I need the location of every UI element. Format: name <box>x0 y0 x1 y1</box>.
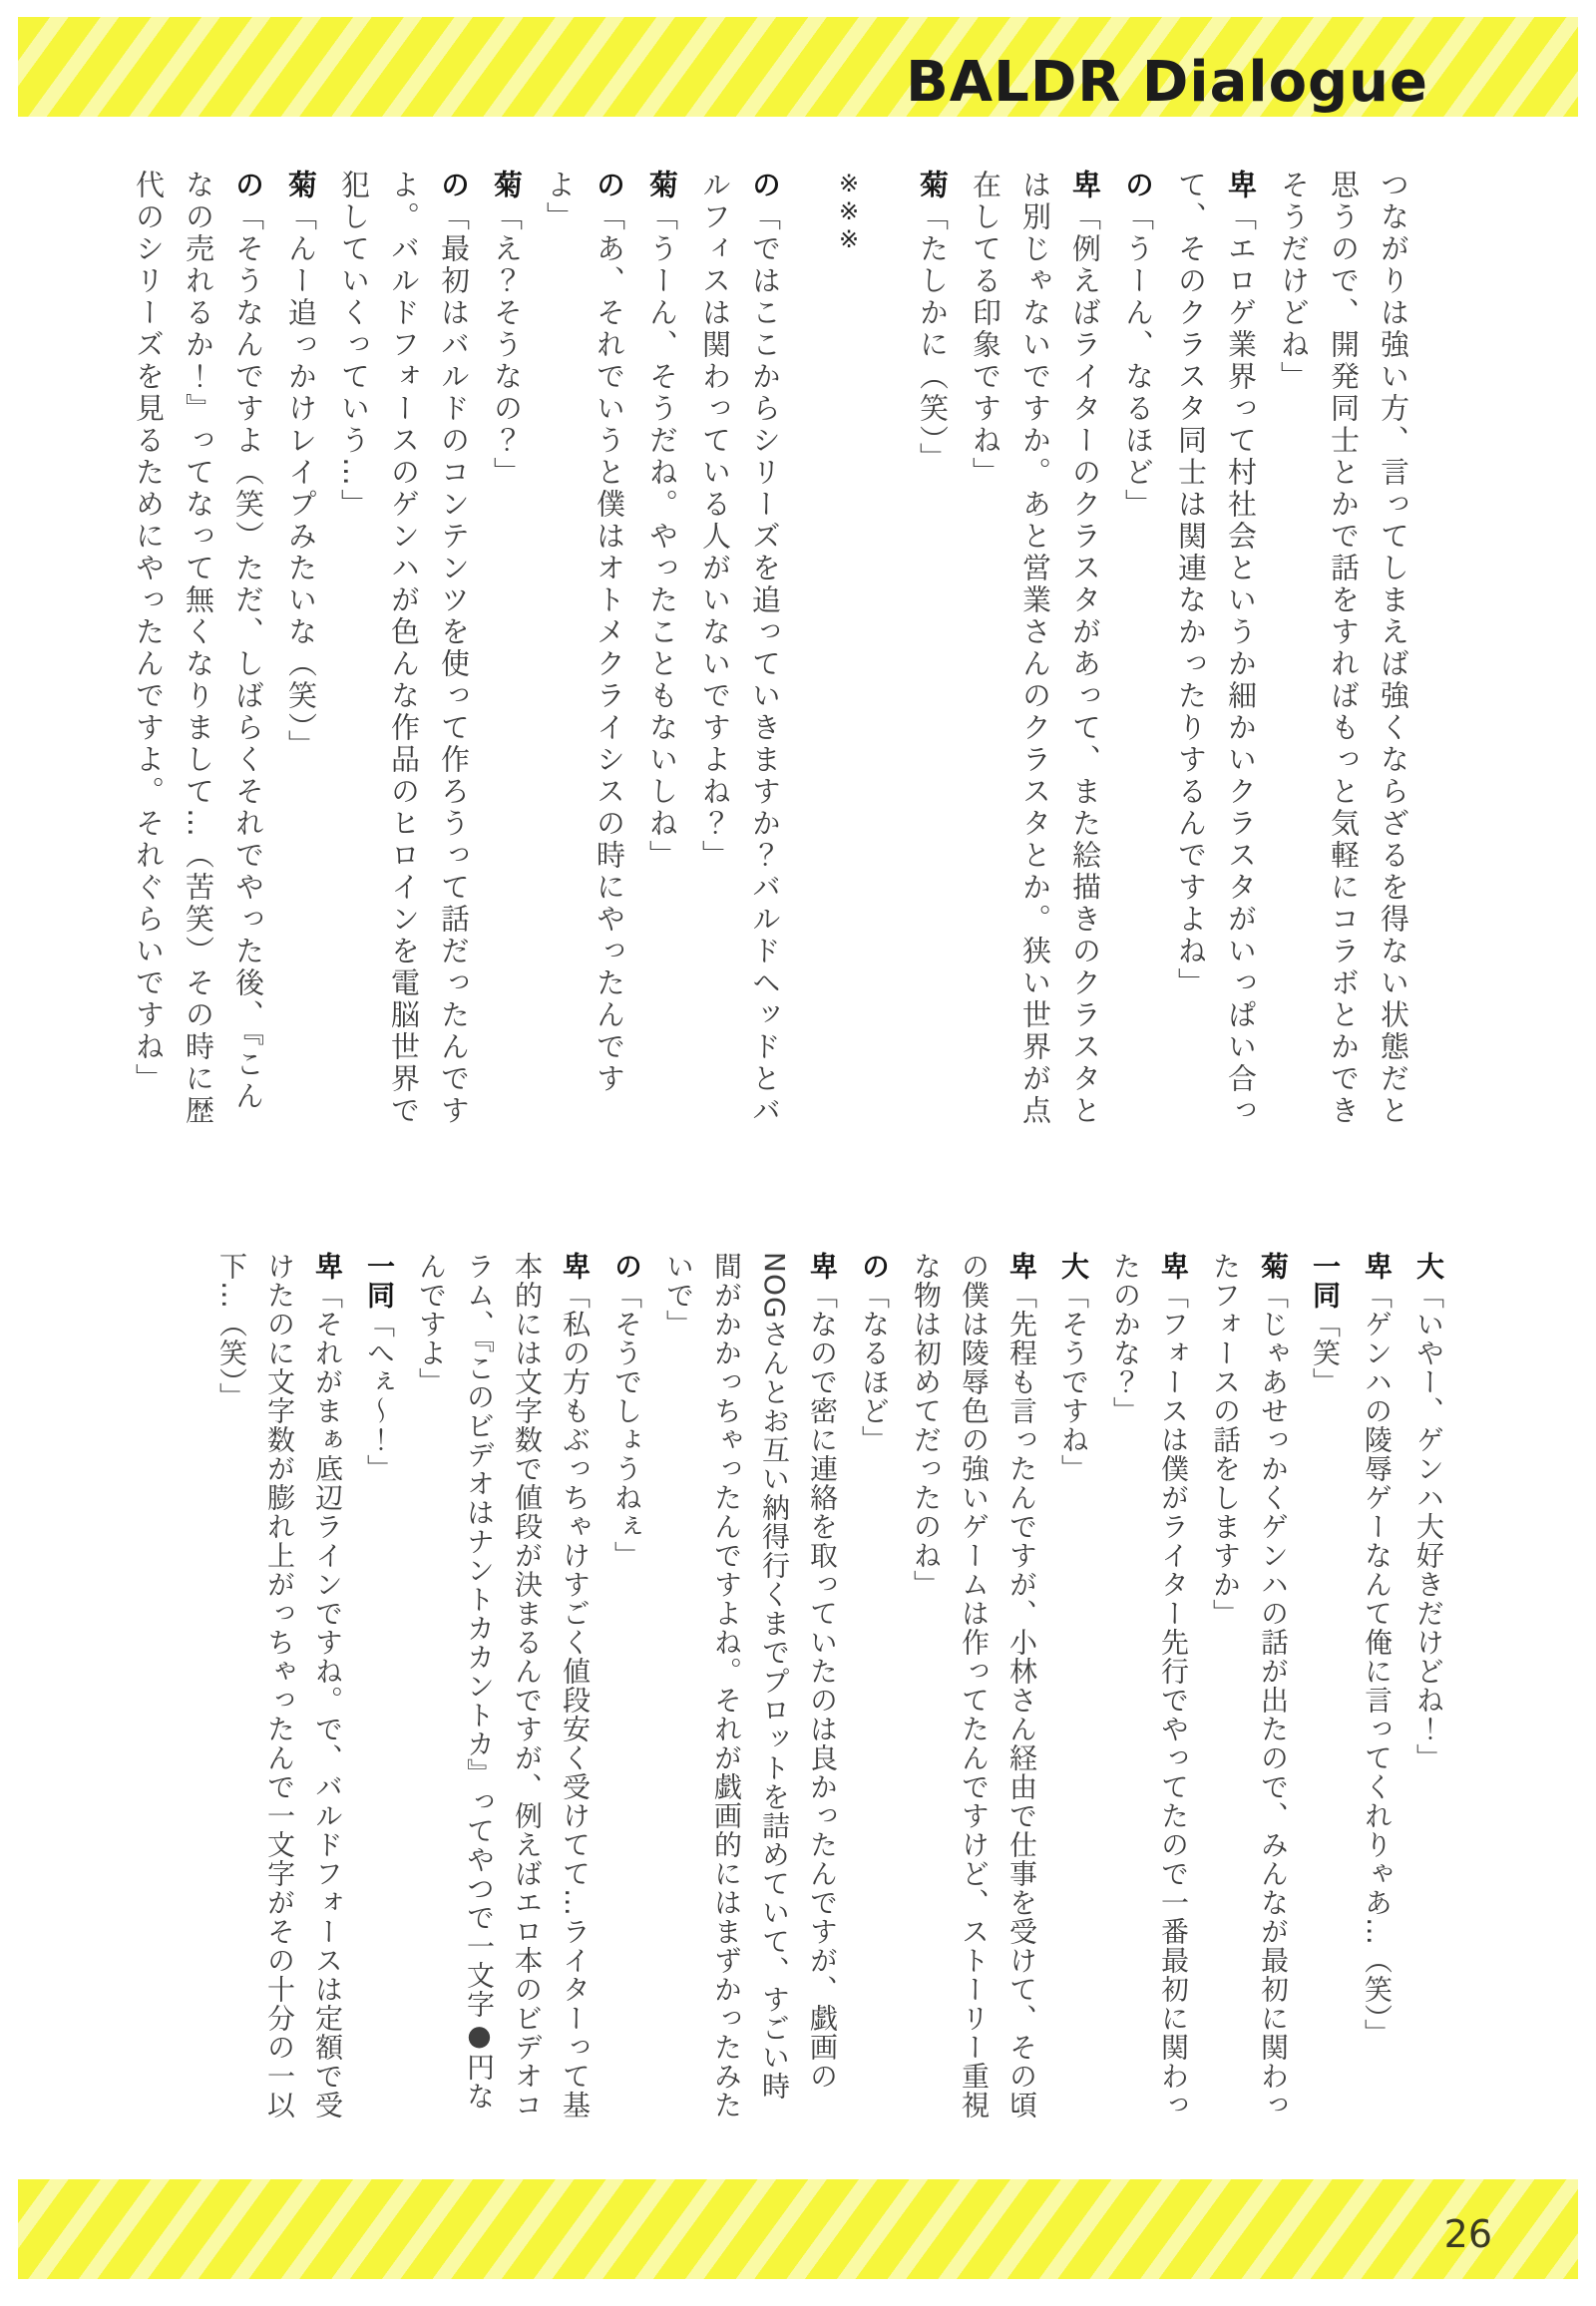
speaker-label: 菊 <box>916 170 950 201</box>
dialogue-top-block <box>121 170 1421 1137</box>
turn-text: 「あ、それでいうと僕はオトメクライシスの時にやったんですよ」 <box>543 170 626 1095</box>
dialogue-bottom-block <box>203 1252 1456 2124</box>
turn-text: 「なので密に連絡を取っていたのは良かったんですが、戯画のNOGさんとお互い納得行くまでプロットを詰めていて、すごい時間がかかっちゃったんですよね。それが戯画的にはまずかったみたいで」 <box>662 1252 839 2119</box>
dialogue-turn <box>961 170 1110 1137</box>
dialogue-turn <box>1101 1252 1197 2124</box>
turn-text: 「そうなんですよ（笑）ただ、しばらくそれでやった後、『こんなの売れるか！』ってなって無くなりまして…（苦笑）その時に歴代のシリーズを見るためにやったんですよ。それぐらいですね」 <box>132 170 265 1127</box>
dialogue-turn <box>407 1252 598 2124</box>
speaker-label: 一同 <box>1309 1252 1342 1310</box>
turn-text: 「じゃあせっかくゲンハの話が出たので、みんなが最初に関わったフォースの話をしますか」 <box>1209 1252 1290 2119</box>
turn-text: 「ゲンハの陵辱ゲーなんて俺に言ってくれりゃあ…（笑）」 <box>1361 1281 1394 2048</box>
turn-text: 「エロゲ業界って村社会というか細かいクラスタがいっぱい合って、そのクラスタ同士は関連なかったりするんですよね」 <box>1174 170 1258 1127</box>
turn-text: 「うーん、なるほど」 <box>1121 201 1155 521</box>
turn-text: 「うーん、そうだね。やったこともないしね」 <box>645 201 679 872</box>
dialogue-turn <box>654 1252 846 2124</box>
speaker-label: 大 <box>1412 1252 1445 1281</box>
dialogue-turn <box>1353 1252 1400 2124</box>
dialogue-turn <box>690 170 790 1137</box>
speaker-label: の <box>231 170 265 201</box>
turn-text: 「え？そうなの？」 <box>490 201 524 489</box>
turn-text: 「私の方もぶっちゃけすごく値段安く受けてて…ライターって基本的には文字数で値段が決まるんですが、例えばエロ本のビデオコラム、『このビデオはナントカカントカ』ってやつで一文字●円なんですよ」 <box>415 1252 592 2119</box>
speaker-label: 菊 <box>645 170 679 201</box>
dialogue-turn <box>276 170 326 1137</box>
speaker-label: の <box>610 1252 643 1281</box>
speaker-label: の <box>593 170 626 201</box>
dialogue-turn <box>329 170 479 1137</box>
dialogue-turn <box>902 1252 1045 2124</box>
turn-text: 「笑」 <box>1309 1310 1342 1396</box>
dialogue-turn <box>1113 170 1163 1137</box>
dialogue-turn <box>482 170 532 1137</box>
speaker-label: 卑 <box>1005 1252 1038 1281</box>
speaker-label: 卑 <box>1361 1252 1394 1281</box>
dialogue-turn <box>1301 1252 1349 2124</box>
dialogue-turn <box>1404 1252 1452 2124</box>
dialogue-turn <box>207 1252 351 2124</box>
dialogue-turn <box>908 170 958 1137</box>
turn-text: 「例えばライターのクラスタがあって、また絵描きのクラスタとは別じゃないですか。あと営業さんのクラスタとか。狭い世界が点在してる印象ですね」 <box>969 170 1102 1127</box>
turn-text: 「へぇ〜！」 <box>363 1310 396 1483</box>
turn-text: 「ではここからシリーズを追っていきますか？バルドヘッドとバルフィスは関わっている人がいないですよね？」 <box>698 170 782 1127</box>
dialogue-turn <box>1166 170 1266 1137</box>
speaker-label: 卑 <box>806 1252 839 1281</box>
speaker-label: 卑 <box>1068 170 1102 201</box>
speaker-label: 卑 <box>1224 170 1258 201</box>
page-number: 26 <box>1443 2212 1492 2256</box>
turn-text: 「そうでしょうねぇ」 <box>610 1281 643 1570</box>
footer-stripe-band <box>18 2179 1578 2279</box>
page-title: BALDR Dialogue <box>906 50 1428 115</box>
speaker-label: の <box>437 170 471 201</box>
dialogue-turn <box>850 1252 898 2124</box>
dialogue-turn <box>1049 1252 1097 2124</box>
dialogue-turn <box>602 1252 650 2124</box>
turn-text: 「それがまぁ底辺ラインですね。で、バルドフォースは定額で受けたのに文字数が膨れ上がっちゃったんで一文字がその十分の一以下…（笑）」 <box>215 1252 344 2119</box>
speaker-label: 菊 <box>490 170 524 201</box>
dialogue-turn <box>535 170 634 1137</box>
dialogue-turn <box>355 1252 403 2124</box>
speaker-label: 卑 <box>559 1252 592 1281</box>
section-divider: ※※※ <box>835 170 863 253</box>
turn-text: 「たしかに（笑）」 <box>916 201 950 475</box>
speaker-label: の <box>748 170 782 201</box>
turn-text: 「いやー、ゲンハ大好きだけどね！」 <box>1412 1281 1445 1772</box>
speaker-label: の <box>1121 170 1155 201</box>
dialogue-turn <box>1269 170 1418 1137</box>
turn-text: 「最初はバルドのコンテンツを使って作ろうって話だったんですよ。バルドフォースのゲンハが色んな作品のヒロインを電脳世界で犯していくっていう…」 <box>337 170 471 1127</box>
turn-text: 「そうですね」 <box>1057 1281 1090 1483</box>
speaker-label: の <box>858 1252 891 1281</box>
header-stripe-band <box>18 17 1578 117</box>
dialogue-turn <box>637 170 687 1137</box>
turn-text: 「んー追っかけレイプみたいな（笑）」 <box>284 201 318 762</box>
dialogue-turn <box>124 170 273 1137</box>
speaker-label: 菊 <box>1257 1252 1290 1281</box>
turn-text: 「先程も言ったんですが、小林さん経由で仕事を受けて、その頃の僕は陵辱色の強いゲームは作ってたんですけど、ストーリー重視な物は初めてだったのね」 <box>910 1252 1038 2119</box>
turn-text: 「なるほど」 <box>858 1281 891 1454</box>
dialogue-turn <box>1201 1252 1297 2124</box>
speaker-label: 卑 <box>1157 1252 1190 1281</box>
speaker-label: 一同 <box>363 1252 396 1310</box>
speaker-label: 菊 <box>284 170 318 201</box>
speaker-label: 卑 <box>311 1252 344 1281</box>
speaker-label: 大 <box>1057 1252 1090 1281</box>
turn-text: つながりは強い方、言ってしまえば強くならざるを得ない状態だと思うので、開発同士とかで話をすればもっと気軽にコラボとかできそうだけどね」 <box>1277 170 1410 1127</box>
turn-text: 「フォースは僕がライター先行でやってたので一番最初に関わったのかな？」 <box>1109 1252 1190 2119</box>
